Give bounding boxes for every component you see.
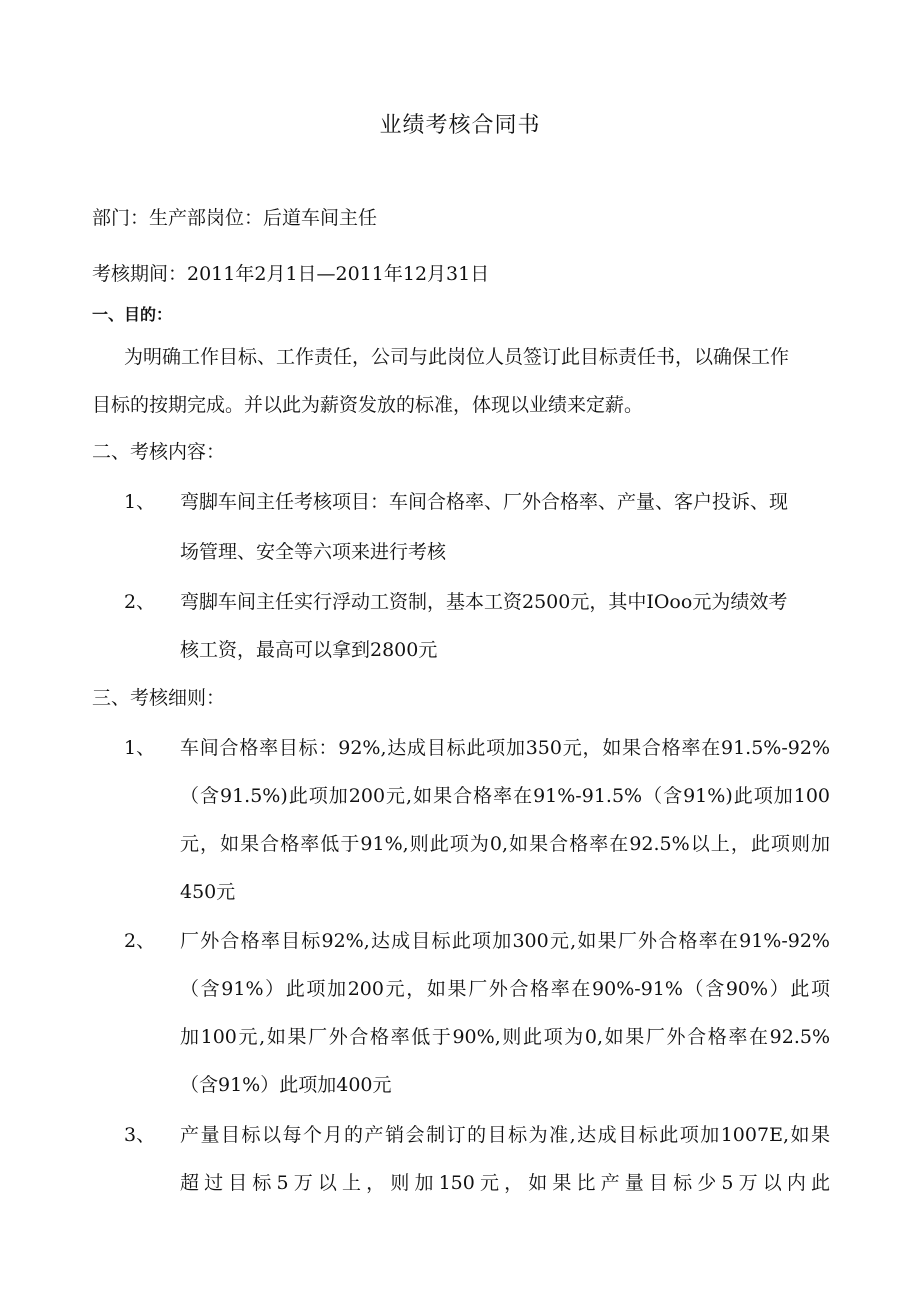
department-position-line: 部门：生产部岗位：后道车间主任 [92, 207, 378, 229]
section-3-item-text-line: 厂外合格率目标92%,达成目标此项加300元,如果厂外合格率在91%-92% [180, 930, 830, 952]
section-3-item-text-line: 车间合格率目标：92%,达成目标此项加350元，如果合格率在91.5%-92% [180, 737, 830, 759]
section-2-item-text-line: 核工资，最高可以拿到2800元 [180, 639, 438, 661]
section-3-item-text-line: （含91.5%)此项加200元,如果合格率在91%-91.5%（含91%)此项加100 [180, 785, 830, 807]
section-3-item-number: 1、 [124, 737, 156, 759]
section-2-heading: 二、考核内容： [92, 441, 226, 463]
section-3-item-text-line: 元，如果合格率低于91%,则此项为0,如果合格率在92.5%以上，此项则加 [180, 833, 830, 855]
section-3-item-text-line: 产量目标以每个月的产销会制订的目标为准,达成目标此项加1007E,如果 [180, 1124, 830, 1146]
section-2-item-text-line: 场管理、安全等六项来进行考核 [180, 541, 447, 563]
section-2-item-text-line: 弯脚车间主任考核项目：车间合格率、厂外合格率、产量、客户投诉、现 [180, 491, 789, 513]
section-2-item-text-line: 弯脚车间主任实行浮动工资制，基本工资2500元，其中IOoo元为绩效考 [180, 591, 788, 613]
section-3-item-text-line: 加100元,如果厂外合格率低于90%,则此项为0,如果厂外合格率在92.5% [180, 1026, 830, 1048]
section-3-item-text-line: 450元 [180, 881, 236, 903]
section-1-heading: 一、目的： [92, 305, 173, 324]
section-2-item-number: 2、 [124, 591, 156, 613]
section-3-item-text-line: （含91%）此项加200元，如果厂外合格率在90%-91%（含90%）此项 [180, 978, 830, 1000]
assessment-period-line: 考核期间：2011年2月1日—2011年12月31日 [92, 263, 490, 285]
section-2-item-number: 1、 [124, 491, 156, 513]
section-3-item-number: 3、 [124, 1124, 156, 1146]
section-3-item-text-line: 超过目标5万以上，则加150元，如果比产量目标少5万以内此 [180, 1172, 830, 1194]
section-3-heading: 三、考核细则： [92, 687, 226, 709]
section-3-item-text-line: （含91%）此项加400元 [180, 1074, 392, 1096]
section-1-text-line: 为明确工作目标、工作责任，公司与此岗位人员签订此目标责任书，以确保工作 [124, 346, 790, 368]
section-1-text-line: 目标的按期完成。并以此为薪资发放的标准，体现以业绩来定薪。 [92, 394, 644, 416]
section-3-item-number: 2、 [124, 930, 156, 952]
document-title: 业绩考核合同书 [379, 113, 541, 138]
